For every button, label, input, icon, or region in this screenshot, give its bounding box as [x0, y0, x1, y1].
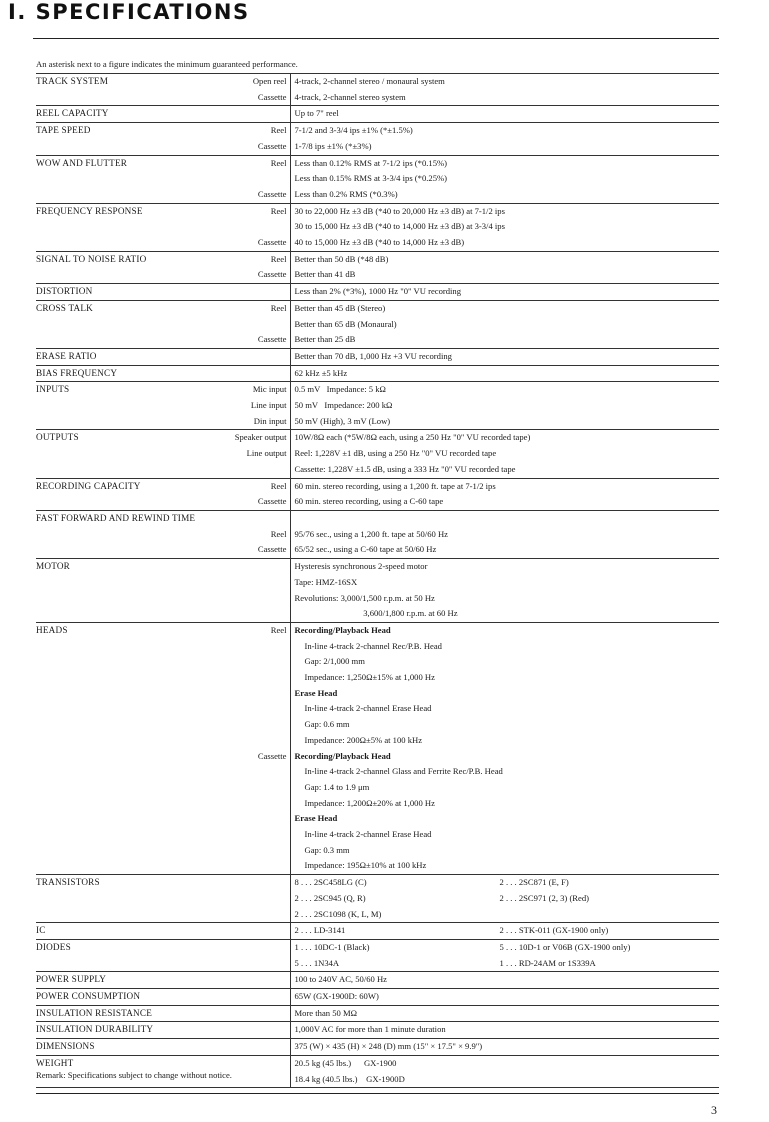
spec-value-line: In-line 4-track 2-channel Erase Head: [304, 703, 432, 714]
spec-item-label: [36, 187, 186, 203]
spec-value-line: 2 . . . LD-3141: [294, 925, 346, 936]
spec-row: [36, 749, 719, 875]
spec-item-label: [36, 398, 186, 414]
spec-item-label: [36, 267, 186, 283]
specifications-table: [36, 73, 719, 1088]
spec-value: [290, 1039, 719, 1056]
spec-value-line: 2 . . . 2SC945 (Q, R): [294, 892, 366, 903]
spec-sub-label: Reel: [186, 527, 290, 543]
spec-value: [290, 972, 719, 989]
spec-value-line: Tape: HMZ-16SX: [294, 576, 358, 587]
spec-value: [290, 74, 719, 90]
spec-item-label: [36, 494, 186, 510]
spec-sub-label: Cassette: [186, 187, 290, 203]
spec-value-line: Impedance: 195Ω±10% at 100 kHz: [304, 860, 427, 871]
page-number: 3: [711, 1103, 717, 1117]
spec-item-label: [36, 332, 186, 348]
spec-item-label: OUTPUTS: [36, 432, 79, 443]
spec-item-label: TAPE SPEED: [36, 125, 91, 136]
spec-sub-label: [186, 1039, 290, 1056]
spec-value-line: Reel: 1,228V ±1 dB, using a 250 Hz "0" VU recorded tape: [294, 448, 497, 459]
spec-value: [290, 939, 719, 971]
spec-value: [290, 139, 719, 155]
spec-value: [290, 90, 719, 106]
spec-value-line: 50 mV (High), 3 mV (Low): [294, 415, 391, 426]
spec-row: [36, 251, 719, 267]
spec-item-label: [36, 90, 186, 106]
spec-value-line: 95/76 sec., using a 1,200 ft. tape at 50/60 Hz: [294, 528, 448, 539]
spec-row: [36, 989, 719, 1006]
spec-value: [290, 1005, 719, 1022]
spec-row: [36, 430, 719, 446]
spec-value: [290, 348, 719, 365]
spec-value: [290, 430, 719, 446]
spec-sub-label: Cassette: [186, 749, 290, 875]
spec-value: [290, 155, 719, 187]
spec-value-line: 50 mV Impedance: 200 kΩ: [294, 400, 393, 411]
spec-row: [36, 972, 719, 989]
spec-item-label: RECORDING CAPACITY: [36, 480, 141, 491]
spec-row: [36, 510, 719, 526]
spec-sub-label: Reel: [186, 300, 290, 332]
spec-row: [36, 414, 719, 430]
spec-row: [36, 923, 719, 940]
spec-value-line: 30 to 15,000 Hz ±3 dB (*40 to 14,000 Hz ±3 dB) at 3-3/4 ips: [294, 221, 505, 232]
spec-row: [36, 478, 719, 494]
spec-value-line: 1 . . . 10DC-1 (Black): [294, 941, 370, 952]
spec-value: [290, 989, 719, 1006]
spec-sub-label: Reel: [186, 622, 290, 748]
spec-value: [290, 622, 719, 748]
spec-value-line: Up to 7" reel: [294, 108, 339, 119]
spec-row: [36, 203, 719, 235]
spec-row: [36, 398, 719, 414]
spec-value: [290, 923, 719, 940]
spec-value-line: More than 50 MΩ: [294, 1007, 357, 1018]
spec-value: [290, 300, 719, 332]
spec-value-line: 65/52 sec., using a C-60 tape at 50/60 Hz: [294, 544, 437, 555]
spec-heading: Erase Head: [294, 687, 338, 698]
spec-row: [36, 365, 719, 382]
spec-value-line: 5 . . . 10D-1 or V06B (GX-1900 only): [499, 941, 631, 952]
spec-value-line: Better than 25 dB: [294, 334, 356, 345]
spec-value-line: 1,000V AC for more than 1 minute duration: [294, 1024, 446, 1035]
spec-row: [36, 267, 719, 283]
spec-value-line: Better than 65 dB (Monaural): [294, 318, 397, 329]
spec-sub-label: Speaker output: [186, 430, 290, 446]
spec-value-line: 18.4 kg (40.5 lbs.) GX-1900D: [294, 1073, 405, 1084]
spec-value-line: In-line 4-track 2-channel Glass and Ferrite Rec/P.B. Head: [304, 766, 503, 777]
spec-sub-label: Reel: [186, 123, 290, 139]
spec-value-line: Less than 0.15% RMS at 3-3/4 ips (*0.25%): [294, 173, 448, 184]
spec-item-label: BIAS FREQUENCY: [36, 367, 118, 378]
spec-value-line: Gap: 0.6 mm: [304, 719, 350, 730]
spec-row: [36, 348, 719, 365]
spec-sub-label: [186, 989, 290, 1006]
spec-sub-label: [186, 559, 290, 623]
spec-row: [36, 235, 719, 251]
spec-value-line: In-line 4-track 2-channel Erase Head: [304, 829, 432, 840]
spec-sub-label: Open reel: [186, 74, 290, 90]
spec-value: [290, 365, 719, 382]
spec-sub-label: [186, 939, 290, 971]
spec-sub-label: [186, 1022, 290, 1039]
spec-value: [290, 332, 719, 348]
spec-value-line: Gap: 1.4 to 1.9 μm: [304, 781, 370, 792]
spec-value-line: Better than 50 dB (*48 dB): [294, 253, 389, 264]
spec-item-label: [36, 749, 186, 875]
spec-sub-label: Cassette: [186, 139, 290, 155]
spec-value-line: 60 min. stereo recording, using a C-60 tape: [294, 496, 444, 507]
spec-row: [36, 106, 719, 123]
spec-value: [290, 123, 719, 139]
spec-value: [290, 251, 719, 267]
spec-value: [290, 1055, 719, 1087]
spec-value: [290, 382, 719, 398]
spec-value-line: 30 to 22,000 Hz ±3 dB (*40 to 20,000 Hz ±3 dB) at 7-1/2 ips: [294, 205, 505, 216]
spec-item-label: FREQUENCY RESPONSE: [36, 205, 143, 216]
remark: Remark: Specifications subject to change without notice.: [36, 1070, 232, 1080]
spec-value-line: 40 to 15,000 Hz ±3 dB (*40 to 14,000 Hz ±3 dB): [294, 237, 465, 248]
spec-item-label: REEL CAPACITY: [36, 108, 109, 119]
spec-sub-label: Cassette: [186, 542, 290, 558]
spec-heading: Recording/Playback Head: [294, 624, 391, 635]
spec-value-line: Impedance: 1,200Ω±20% at 1,000 Hz: [304, 797, 435, 808]
spec-sub-label: [186, 875, 290, 923]
spec-item-label: [36, 414, 186, 430]
spec-sub-label: Cassette: [186, 90, 290, 106]
spec-value-line: 375 (W) × 435 (H) × 248 (D) mm (15" × 17.5" × 9.9"): [294, 1041, 483, 1052]
spec-value-line: 100 to 240V AC, 50/60 Hz: [294, 974, 387, 985]
spec-value: [290, 446, 719, 478]
spec-item-label: MOTOR: [36, 561, 71, 572]
spec-value-line: 8 . . . 2SC458LG (C): [294, 877, 367, 888]
spec-row: [36, 382, 719, 398]
spec-value: [290, 1022, 719, 1039]
spec-sub-label: Reel: [186, 155, 290, 187]
spec-row: [36, 1005, 719, 1022]
spec-item-label: [36, 235, 186, 251]
page-title: I. SPECIFICATIONS: [8, 0, 250, 24]
spec-item-label: SIGNAL TO NOISE RATIO: [36, 253, 147, 264]
spec-value: [290, 494, 719, 510]
spec-value-line: Less than 0.2% RMS (*0.3%): [294, 188, 398, 199]
spec-row: [36, 139, 719, 155]
spec-row: [36, 90, 719, 106]
spec-value-line: 2 . . . 2SC871 (E, F): [499, 877, 569, 888]
spec-item-label: INSULATION RESISTANCE: [36, 1007, 153, 1018]
spec-value: [290, 414, 719, 430]
spec-value-line: Better than 70 dB, 1,000 Hz +3 VU recording: [294, 350, 452, 361]
spec-value-line: 2 . . . 2SC1098 (K, L, M): [294, 908, 382, 919]
spec-row: [36, 542, 719, 558]
spec-item-label: TRANSISTORS: [36, 877, 100, 888]
spec-item-label: DIMENSIONS: [36, 1041, 95, 1052]
spec-item-label: IC: [36, 925, 46, 936]
spec-row: [36, 527, 719, 543]
spec-row: [36, 559, 719, 623]
spec-value-line: Revolutions: 3,000/1,500 r.p.m. at 50 Hz: [294, 592, 435, 603]
spec-value: [290, 875, 719, 923]
spec-row: [36, 1039, 719, 1056]
spec-item-label: INPUTS: [36, 384, 70, 395]
spec-value-line: Cassette: 1,228V ±1.5 dB, using a 333 Hz "0" VU recorded tape: [294, 463, 516, 474]
spec-sub-label: Cassette: [186, 494, 290, 510]
spec-value-line: 1 . . . RD-24AM or 1S339A: [499, 957, 596, 968]
spec-sub-label: Din input: [186, 414, 290, 430]
spec-value: [290, 284, 719, 301]
spec-item-label: POWER CONSUMPTION: [36, 991, 141, 1002]
spec-item-label: WEIGHT: [36, 1057, 74, 1068]
spec-item-label: WOW AND FLUTTER: [36, 157, 128, 168]
spec-value-line: 2 . . . 2SC971 (2, 3) (Red): [499, 892, 590, 903]
spec-row: [36, 187, 719, 203]
spec-row: [36, 622, 719, 748]
title-rule: [33, 38, 719, 39]
spec-value-line: 62 kHz ±5 kHz: [294, 367, 348, 378]
spec-sub-label: [186, 106, 290, 123]
spec-value: [290, 187, 719, 203]
spec-value: [290, 510, 719, 526]
spec-sub-label: [186, 1005, 290, 1022]
spec-row: [36, 875, 719, 923]
spec-value-line: 10W/8Ω each (*5W/8Ω each, using a 250 Hz "0" VU recorded tape): [294, 432, 531, 443]
spec-item-label: TRACK SYSTEM: [36, 76, 109, 86]
spec-row: [36, 155, 719, 187]
spec-value: [290, 478, 719, 494]
spec-sub-label: Line output: [186, 446, 290, 478]
spec-item-label: DISTORTION: [36, 286, 93, 297]
spec-item-label: [36, 139, 186, 155]
spec-value-line: 0.5 mV Impedance: 5 kΩ: [294, 384, 386, 395]
spec-row: [36, 1022, 719, 1039]
spec-heading: Erase Head: [294, 813, 338, 824]
spec-sub-label: [186, 923, 290, 940]
spec-value-line: 20.5 kg (45 lbs.) GX-1900: [294, 1057, 397, 1068]
spec-value-line: 5 . . . 1N34A: [294, 957, 340, 968]
spec-value: [290, 527, 719, 543]
spec-row: [36, 494, 719, 510]
spec-value-line: Less than 2% (*3%), 1000 Hz "0" VU recording: [294, 286, 462, 297]
bottom-rule: [36, 1093, 719, 1094]
spec-sub-label: Reel: [186, 203, 290, 235]
spec-value: [290, 749, 719, 875]
spec-value-line: 65W (GX-1900D: 60W): [294, 991, 379, 1002]
spec-item-label: CROSS TALK: [36, 302, 93, 313]
spec-value-line: Gap: 2/1,000 mm: [304, 656, 365, 667]
spec-value-line: Hysteresis synchronous 2-speed motor: [294, 561, 428, 572]
spec-sub-label: Cassette: [186, 332, 290, 348]
spec-row: [36, 74, 719, 90]
spec-value-line: 1-7/8 ips ±1% (*±3%): [294, 140, 372, 151]
spec-item-label: FAST FORWARD AND REWIND TIME: [36, 512, 196, 523]
spec-value-line: 4-track, 2-channel stereo / monaural system: [294, 76, 445, 86]
spec-value-line: Impedance: 1,250Ω±15% at 1,000 Hz: [304, 672, 435, 683]
spec-row: [36, 300, 719, 332]
spec-item-label: DIODES: [36, 941, 71, 952]
spec-sub-label: Cassette: [186, 267, 290, 283]
spec-value-line: 2 . . . STK-011 (GX-1900 only): [499, 925, 609, 936]
spec-item-label: POWER SUPPLY: [36, 974, 107, 985]
spec-value-line: 60 min. stereo recording, using a 1,200 ft. tape at 7-1/2 ips: [294, 480, 496, 491]
spec-value-line: Less than 0.12% RMS at 7-1/2 ips (*0.15%): [294, 157, 448, 168]
spec-value-line: Better than 41 dB: [294, 269, 356, 280]
spec-sub-label: [186, 972, 290, 989]
spec-sub-label: [186, 348, 290, 365]
spec-value-line: Impedance: 200Ω±5% at 100 kHz: [304, 734, 423, 745]
spec-item-label: [36, 542, 186, 558]
spec-row: [36, 123, 719, 139]
spec-sub-label: Mic input: [186, 382, 290, 398]
spec-row: [36, 939, 719, 971]
spec-value-line: In-line 4-track 2-channel Rec/P.B. Head: [304, 640, 442, 651]
spec-sub-label: [186, 365, 290, 382]
spec-value: [290, 559, 719, 623]
spec-value-line: Gap: 0.3 mm: [304, 844, 350, 855]
spec-item-label: [36, 527, 186, 543]
spec-value: [290, 398, 719, 414]
spec-value-line: 7-1/2 and 3-3/4 ips ±1% (*±1.5%): [294, 125, 413, 136]
spec-sub-label: Cassette: [186, 235, 290, 251]
asterisk-note: An asterisk next to a figure indicates the minimum guaranteed performance.: [36, 59, 298, 69]
spec-item-label: INSULATION DURABILITY: [36, 1024, 154, 1035]
spec-sub-label: Reel: [186, 478, 290, 494]
spec-item-label: [36, 446, 186, 478]
spec-value-line: 4-track, 2-channel stereo system: [294, 91, 406, 102]
spec-value-line: 3,600/1,800 r.p.m. at 60 Hz: [294, 608, 458, 619]
spec-row: [36, 284, 719, 301]
spec-item-label: ERASE RATIO: [36, 350, 97, 361]
spec-value: [290, 542, 719, 558]
spec-value-line: Better than 45 dB (Stereo): [294, 302, 386, 313]
spec-item-label: HEADS: [36, 624, 68, 635]
spec-row: [36, 446, 719, 478]
spec-heading: Recording/Playback Head: [294, 750, 391, 761]
spec-value: [290, 267, 719, 283]
spec-value: [290, 203, 719, 235]
spec-value: [290, 106, 719, 123]
spec-row: [36, 332, 719, 348]
spec-value: [290, 235, 719, 251]
spec-sub-label: Reel: [186, 251, 290, 267]
spec-sub-label: [186, 284, 290, 301]
spec-sub-label: Line input: [186, 398, 290, 414]
